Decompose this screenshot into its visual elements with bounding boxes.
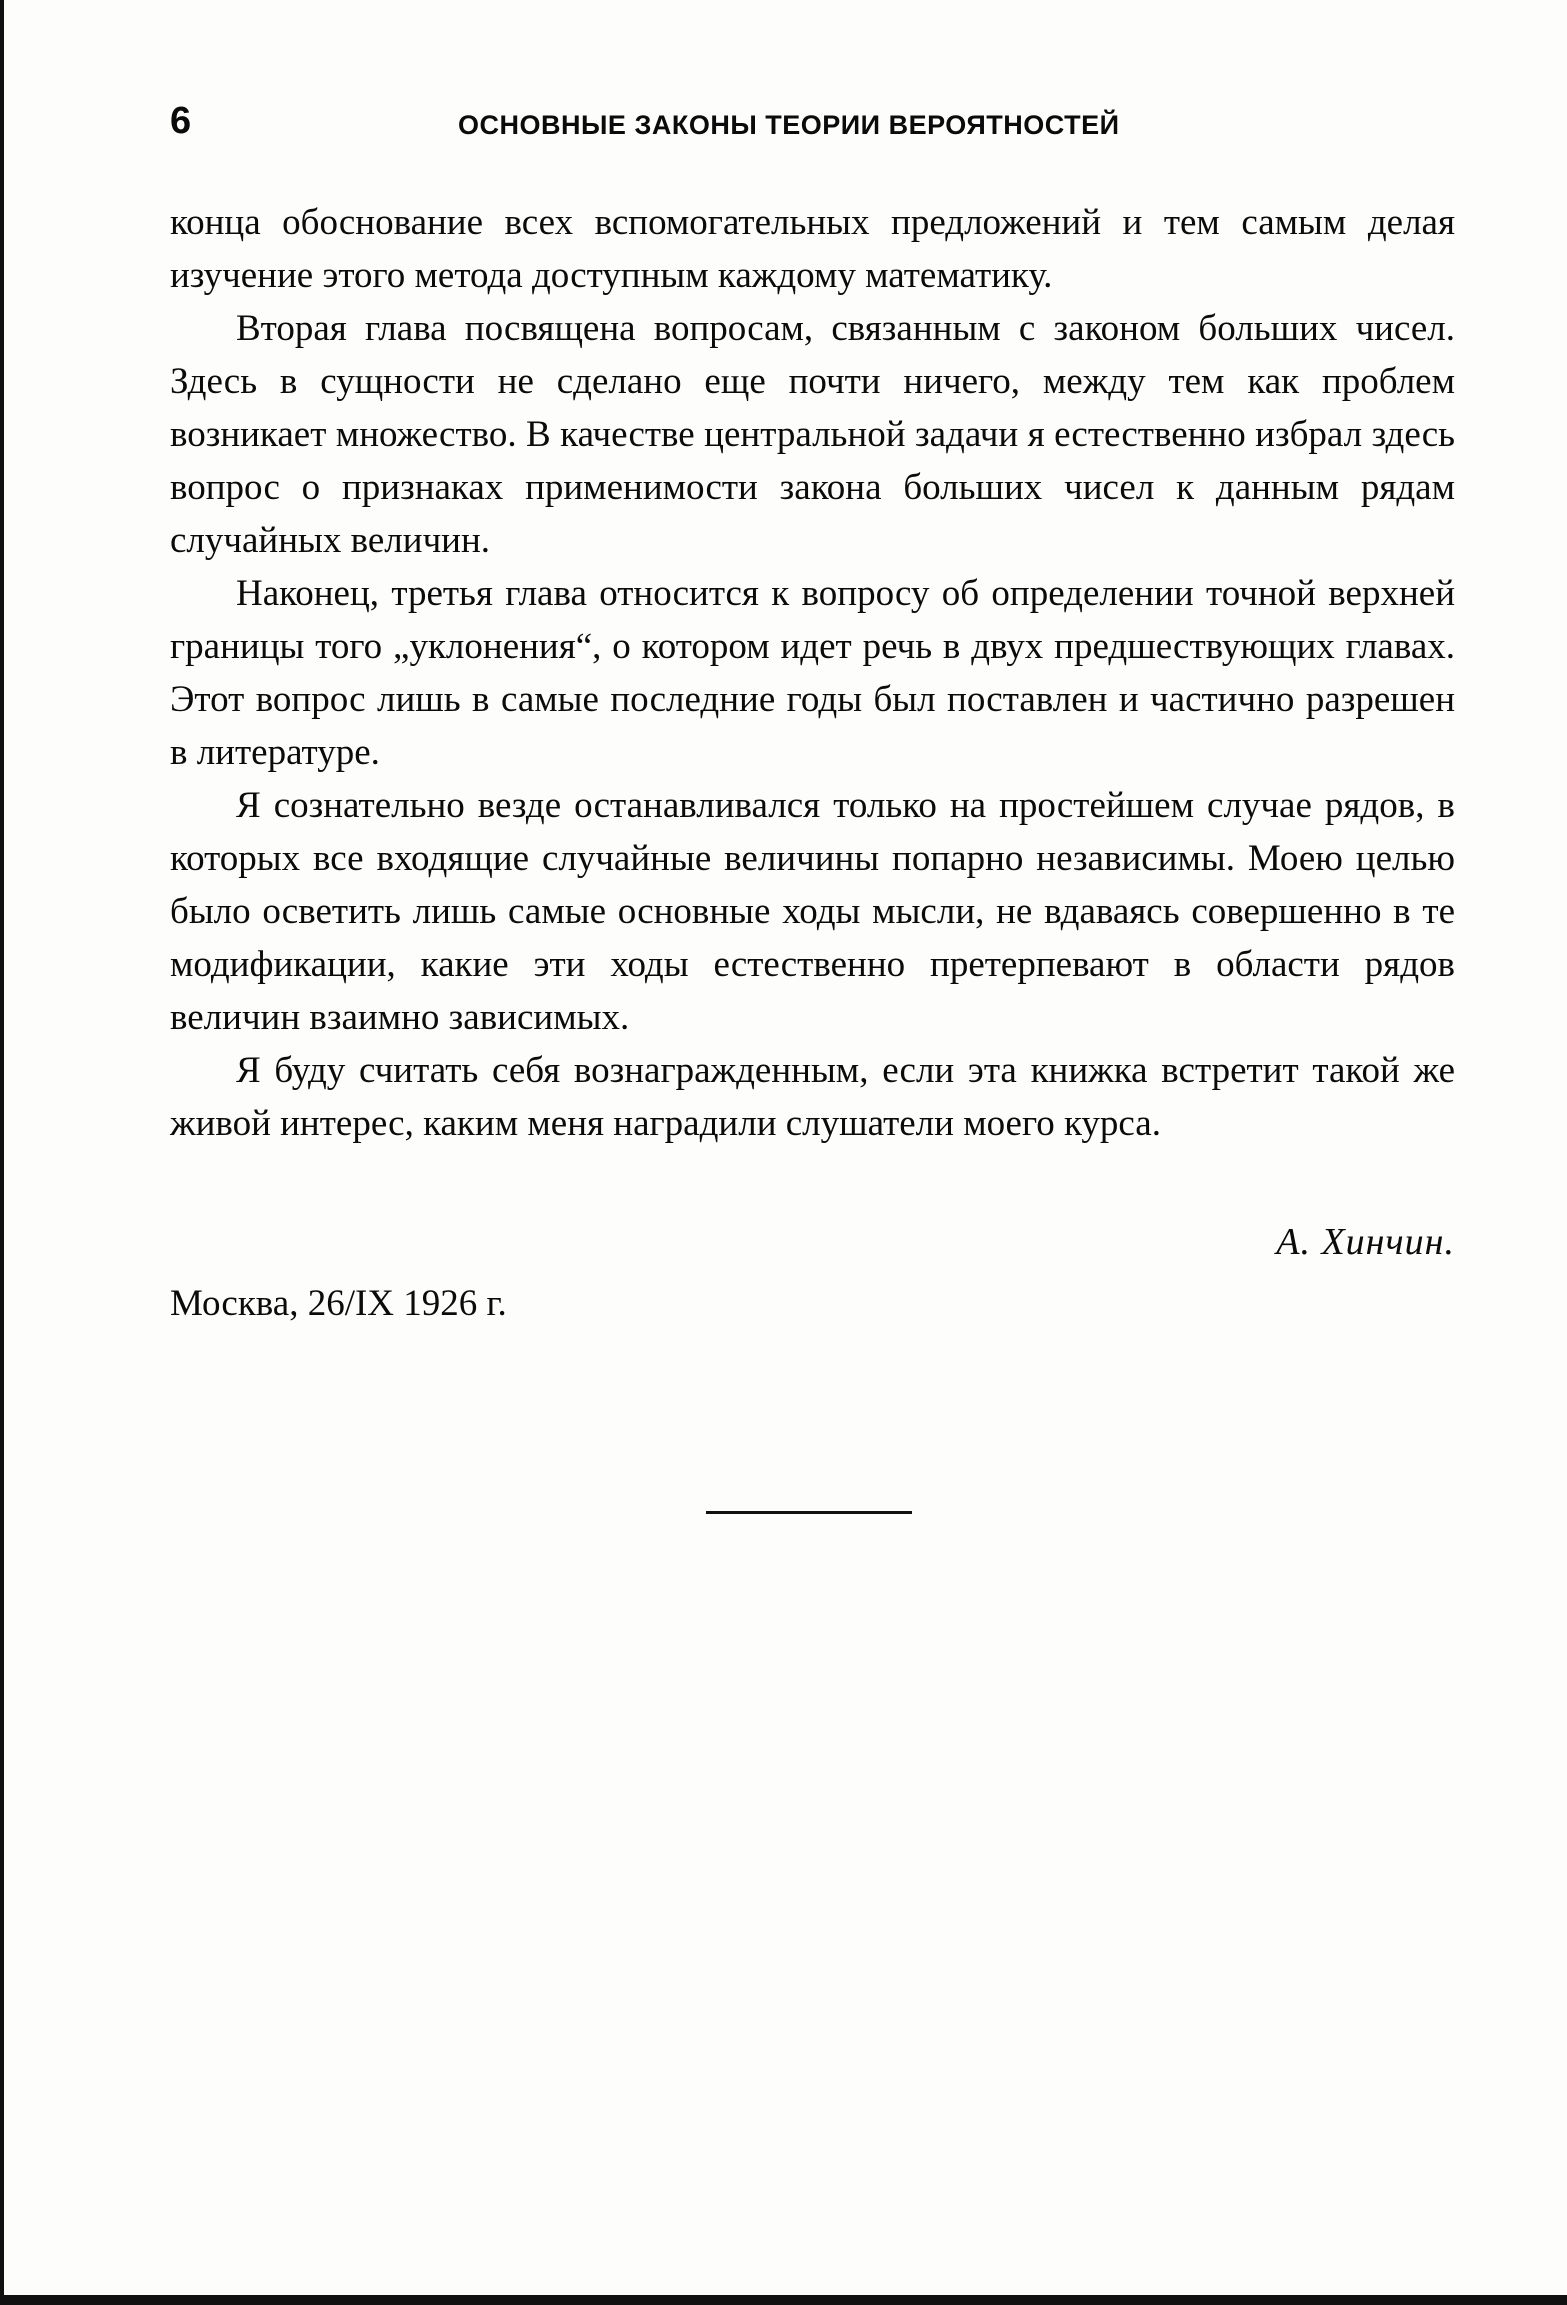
place-and-date: Москва, 26/IX 1926 г. [170, 1283, 507, 1324]
author-signature: А. Хинчин. [1276, 1221, 1455, 1263]
page-number: 6 [170, 100, 192, 142]
paragraph-scope: Я сознательно везде останавливался только на простейшем случае рядов, в которых все входящие случайные величины попарно независимы. Моею целью было осветить лишь самые основные ходы мысли, не вдаваясь совершенно в те модификации, какие эти ходы естественно претерпевают в области рядов величин взаимно зависимых. [170, 785, 1455, 1038]
paragraph-closing: Я буду считать себя вознагражденным, если эта книжка встретит такой же живой интерес, каким меня наградили слушатели моего курса. [170, 1050, 1455, 1144]
paragraph-continuation: конца обоснование всех вспомогательных предложений и тем самым делая изучение этого метода доступным каждому математику. [170, 202, 1455, 296]
paragraph-third-chapter: Наконец, третья глава относится к вопросу об определении точной верхней границы того „уклонения“, о котором идет речь в двух предшествующих главах. Этот вопрос лишь в самые последние годы был поставлен и частично разрешен в литературе. [170, 573, 1455, 773]
paragraph-second-chapter: Вторая глава посвящена вопросам, связанным с законом больших чисел. Здесь в сущности не сделано еще почти ничего, между тем как проблем возникает множество. В качестве центральной задачи я естественно избрал здесь вопрос о признаках применимости закона больших чисел к данным рядам случайных величин. [170, 308, 1455, 561]
body-text [170, 196, 1455, 1150]
section-end-rule [706, 1511, 912, 1514]
running-title: ОСНОВНЫЕ ЗАКОНЫ ТЕОРИИ ВЕРОЯТНОСТЕЙ [458, 110, 1120, 140]
scan-left-edge [0, 0, 4, 2305]
scan-bottom-edge [0, 2295, 1567, 2305]
page-header [170, 100, 1455, 160]
